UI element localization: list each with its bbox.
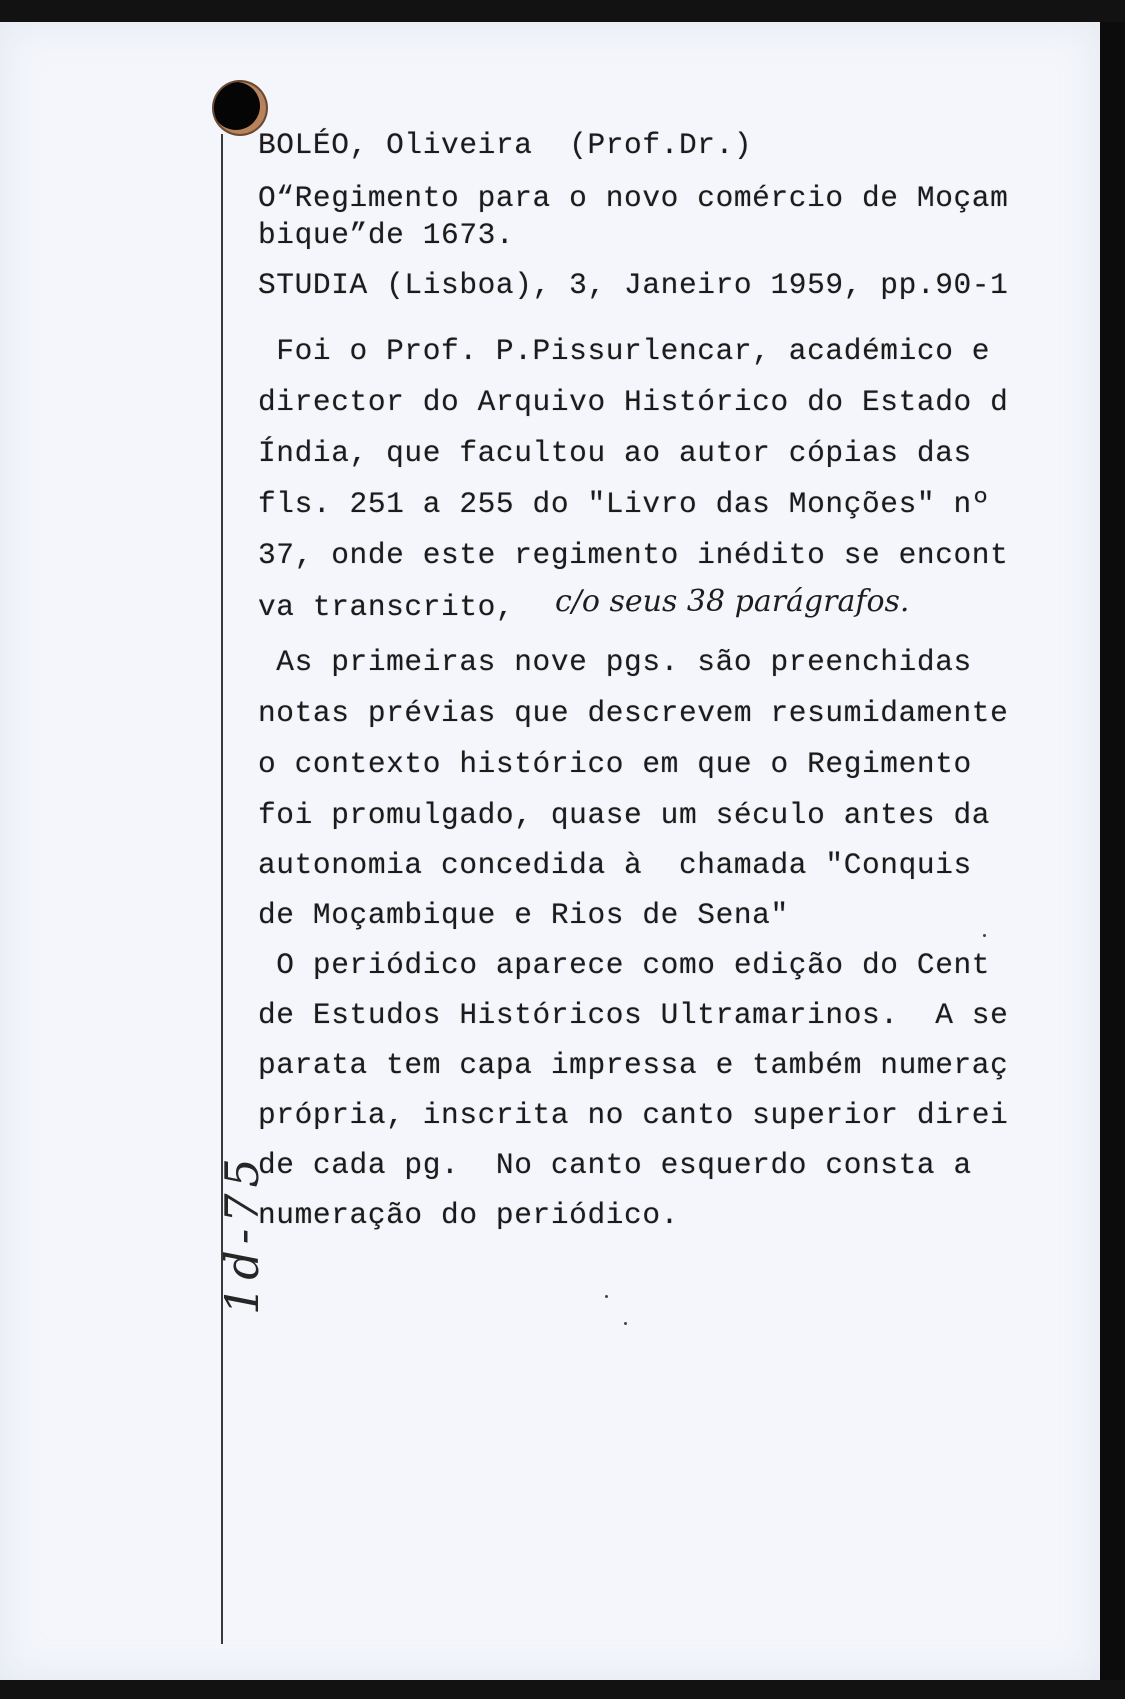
handwritten-note: c/o seus 38 parágrafos. xyxy=(555,584,910,619)
p2-line-4: foi promulgado, quase um século antes da xyxy=(258,798,991,832)
p2-line-6: de Moçambique e Rios de Sena" xyxy=(258,898,789,932)
p1-line-3: Índia, que facultou ao autor cópias das xyxy=(258,436,972,470)
p3-line-6: numeração do periódico. xyxy=(258,1198,679,1232)
p1-line-1: Foi o Prof. P.Pissurlencar, académico e xyxy=(258,334,991,368)
title-line-2: bique”de 1673. xyxy=(258,218,515,252)
p3-line-2: de Estudos Históricos Ultramarinos. A se xyxy=(258,998,1009,1032)
p2-line-1: As primeiras nove pgs. são preenchidas xyxy=(258,645,972,679)
p1-line-5: 37, onde este regimento inédito se encont xyxy=(258,538,1009,572)
margin-annotation: 1d-75 xyxy=(215,1152,269,1315)
p1-line-4: fls. 251 a 255 do "Livro das Monções" nº xyxy=(258,487,991,521)
speck xyxy=(983,934,986,937)
p3-line-5: de cada pg. No canto esquerdo consta a xyxy=(258,1148,972,1182)
p1-line-2: director do Arquivo Histórico do Estado d xyxy=(258,385,1009,419)
p1-line-6: va transcrito, xyxy=(258,590,515,624)
p3-line-4: própria, inscrita no canto superior direi xyxy=(258,1098,1009,1132)
speck xyxy=(605,1295,608,1298)
p2-line-2: notas prévias que descrevem resumidamente xyxy=(258,696,1009,730)
p2-line-3: o contexto histórico em que o Regimento xyxy=(258,747,972,781)
p3-line-3: parata tem capa impressa e também numeraç xyxy=(258,1048,1009,1082)
title-line-1: O“Regimento para o novo comércio de Moçam xyxy=(258,181,1009,215)
p3-line-1: O periódico aparece como edição do Cent xyxy=(258,948,991,982)
p2-line-5: autonomia concedida à chamada "Conquis xyxy=(258,848,972,882)
citation-line: STUDIA (Lisboa), 3, Janeiro 1959, pp.90-1 xyxy=(258,268,1009,302)
author-line: BOLÉO, Oliveira (Prof.Dr.) xyxy=(258,128,753,162)
margin-rule xyxy=(221,134,223,1644)
scanner-edge xyxy=(1100,22,1125,1680)
punch-hole xyxy=(214,82,266,134)
speck xyxy=(624,1322,627,1325)
